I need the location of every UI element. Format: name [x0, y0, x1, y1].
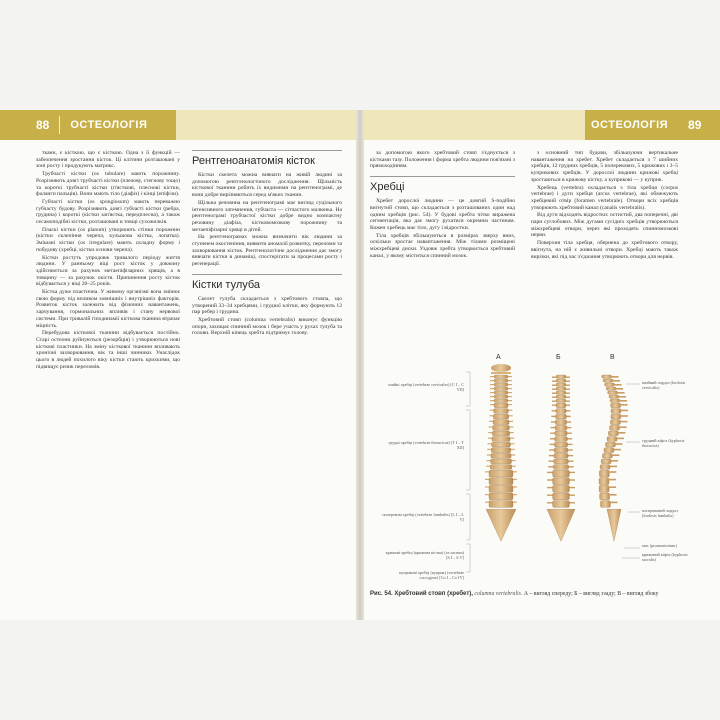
- vertebra-a: [494, 395, 508, 398]
- vertebra-c: [600, 465, 610, 470]
- vertebra-b: [554, 448, 568, 453]
- section-heading-trunk-bones: Кістки тулуба: [192, 278, 261, 291]
- vertebra-c: [610, 399, 620, 402]
- paragraph: Тіла хребців збільшуються в розмірах зверху вниз, оскільки зростає навантаження. Між тілами розміщені міжхребцеві диски. Уздовж хребта утворюється хребтовий канал, у якому міститься спинний мозок.: [370, 232, 515, 259]
- vertebra-a: [489, 493, 513, 500]
- paragraph: Хребтовий стовп (columna vertebralis) виконує функцію опори, захищає спинний мозок і бере участь у рухах тулуба та голови. Верхній кінець хребта підтримує голову.: [192, 316, 342, 337]
- paragraph: з основний тип будови, збільшуючи вертикальне навантаження на хребет. Хребет складається з 7 шийних хребців, 12 грудних хребців, 5 поперекових, 5 крижових і 3–5 куприкових хребців. У дорослої людини крижові хребці зростаються в крижову кістку, а куприкові — у куприк.: [531, 150, 678, 183]
- figure-caption: [370, 591, 690, 598]
- vertebra-c: [610, 425, 620, 430]
- vertebra-b: [553, 485, 570, 492]
- label-thoracic: грудні хребці (vertebrae thoracicae) [T I – T XII]: [388, 440, 464, 450]
- vertebra-b: [554, 459, 569, 464]
- paragraph: Трубчасті кістки (os tubulare) мають порожнину. Розрізняють довгі трубчасті кістки (плечову, стегнову тощо) та короткі трубчасті кістки (п'ясткові, плеснові кістки, фаланги пальців). Вони мають тіло (діафіз) і кінці (епіфізи).: [36, 171, 180, 198]
- vertebra-b: [556, 387, 566, 390]
- figure-letter-c: В: [610, 354, 615, 361]
- vertebra-b: [556, 375, 566, 378]
- paragraph: Перебудова кісткової тканини відбувається постійно. Старі остеони руйнуються (резорбція) і утворюються нові кісткові пластинки. На зміну кісткової тканини впливають хронічні захворювання, вік та інші чинники. Унаслідок цього в людей похилого віку кістки стають крихкими, що підвищує ризик переломів.: [36, 330, 180, 370]
- right-header-tab: [585, 110, 720, 140]
- left-column-2: [192, 150, 342, 338]
- vertebra-a: [492, 442, 511, 447]
- spinous-process-c: [613, 449, 621, 451]
- vertebra-c: [604, 448, 614, 453]
- spinous-process-c: [610, 460, 618, 462]
- vertebra-c: [605, 442, 615, 447]
- vertebra-b: [556, 383, 566, 386]
- vertebra-b: [556, 414, 567, 419]
- vertebra-b: [555, 431, 567, 436]
- section-rule: [192, 150, 342, 151]
- label-sacral: крижові хребці (крижова кістка) (os sacrum) [S I – S V]: [385, 550, 464, 560]
- caption-text: А – вигляд спереду; Б – вигляд ззаду; В – вигляд збоку: [523, 591, 659, 597]
- section-rule: [370, 176, 515, 177]
- spinous-process-c: [620, 410, 628, 412]
- label-lumbar-lordosis: поперековий лордоз (lordosis lumbalis): [642, 508, 678, 518]
- vertebra-a: [489, 470, 513, 477]
- spinous-process-c: [609, 494, 617, 496]
- label-cervical: шийні хребці (vertebrae cervicales) [C I – C VII]: [388, 382, 464, 392]
- vertebra-a: [491, 459, 512, 464]
- vertebra-b: [553, 470, 570, 477]
- vertebra-c: [610, 420, 620, 425]
- section-rule: [192, 274, 342, 275]
- spinous-process-c: [611, 376, 619, 378]
- vertebra-c: [602, 375, 612, 378]
- vertebra-b: [556, 399, 566, 402]
- vertebra-a: [494, 399, 508, 402]
- spinous-process-c: [614, 443, 622, 445]
- vertebra-a: [493, 425, 510, 430]
- vertebra-c: [606, 387, 616, 390]
- spinous-process-c: [619, 400, 627, 402]
- left-column-1: [36, 150, 180, 372]
- spinous-process-c: [620, 404, 628, 406]
- left-section-title: ОСТЕОЛОГІЯ: [70, 119, 148, 131]
- vertebra-c: [607, 437, 617, 442]
- paragraph: Щільна речовина на рентгенограмі має вигляд суцільного інтенсивного затемнення, губчаста — сітчастого малюнка. На рентгенограмі трубчастої кістки добре видно компактну речовину діафіза, кістковомозкову порожнину та метаепіфізарні хрящі в дітей.: [192, 199, 342, 233]
- vertebra-b: [554, 442, 567, 447]
- label-coccygeal: куприкові хребці (куприк) (vertebrae coccygeae) [Co I – Co IV]: [399, 570, 464, 580]
- vertebra-c: [603, 379, 613, 382]
- spine-figure: [378, 354, 688, 620]
- spinous-process-c: [608, 471, 616, 473]
- vertebra-b: [556, 403, 566, 408]
- spinous-process-c: [617, 392, 625, 394]
- vertebra-a: [489, 478, 513, 485]
- spinous-process-c: [612, 380, 620, 382]
- header-divider: [59, 116, 60, 134]
- label-lumbar: поперекові хребці (vertebrae lumbales) [L I – L V]: [382, 512, 464, 522]
- caption-latin: columna vertebralis.: [474, 591, 523, 597]
- spinous-process-c: [608, 479, 616, 481]
- spinous-process-c: [609, 502, 617, 504]
- vertebra-a: [493, 414, 508, 419]
- vertebra-a: [494, 387, 508, 390]
- vertebra-b: [555, 437, 568, 442]
- vertebra-b: [555, 425, 567, 430]
- spinous-process-c: [611, 454, 619, 456]
- vertebra-c: [608, 431, 618, 436]
- vertebra-a: [493, 420, 509, 425]
- vertebra-c: [602, 453, 612, 458]
- paragraph: На рентгенограмах можна визначити вік людини за ступенем окостеніння, виявити аномалії розвитку, переломи та захворювання кісток. Рентгенологічне дослідження дає змогу вивчати кістки в динаміці, спостерігати за процесами росту і регенерації.: [192, 234, 342, 268]
- paragraph: Губчасті кістки (os spongiosum) мають переважно губчасту будову. Розрізняють довгі губчасті кістки (ребра, грудина) і короткі (кістки зап'ястка, передплесна), а також сесамоподібні кістки, розташовані в товщі сухожилків.: [36, 198, 180, 226]
- paragraph: за допомогою якого хребтовий стовп з'єднується з кістками тазу. Положення і форма хребта людини пов'язані з прямоходінням.: [370, 150, 515, 170]
- vertebra-c: [611, 414, 621, 419]
- section-heading-radiology: Рентгеноанатомія кісток: [192, 155, 315, 167]
- vertebra-c: [601, 459, 611, 464]
- vertebra-c: [611, 403, 621, 408]
- vertebra-a: [494, 403, 508, 408]
- spinous-process-c: [617, 432, 625, 434]
- vertebra-c: [608, 391, 618, 394]
- vertebra-a: [494, 375, 508, 378]
- paragraph: Скелет тулуба складається з хребтового стовпа, що утворений 33–34 хребцями, і грудної клітки, яку формують 12 пар ребер і грудина.: [192, 295, 342, 316]
- paragraph: Кістки ростуть упродовж тривалого періоду життя людини. У ранньому віці рост кісток у довжину здійснюється за рахунок метаепіфізарних хрящів, а в товщину — за рахунок окістя. Припинення росту кісток відбувається у віці 20–25 років.: [36, 254, 180, 288]
- vertebra-a: [494, 383, 508, 386]
- vertebra-a: [491, 453, 511, 458]
- figure-letter-a: А: [496, 354, 501, 361]
- vertebra-b: [553, 493, 570, 500]
- section-heading-vertebrae: Хребці: [370, 181, 405, 194]
- spinous-process-c: [614, 384, 622, 386]
- spinous-process-c: [609, 466, 617, 468]
- spine-front-view: [485, 364, 517, 541]
- vertebra-b: [556, 395, 566, 398]
- label-cervical-lordosis: шийний лордоз (lordosis cervicalis): [642, 380, 686, 390]
- paragraph: Хребець (vertebra) складається з тіла хребця (corpus vertebrae) і дуги хребця (arcus vertebrae), які обмежують хребцевий отвір (foramen vertebrale). Отвори всіх хребців утворюють хребтовий канал (canalis vertebralis).: [531, 184, 678, 211]
- vertebra-c: [609, 395, 619, 398]
- paragraph: Від дуги відходять відростки: остистий, два поперечні, дві пари суглобових. Між дугами сусідніх хребців утворюються міжхребцеві отвори, через які проходять спинномозкові нерви.: [531, 212, 678, 239]
- vertebra-a: [489, 485, 513, 492]
- spinous-process-c: [618, 396, 626, 398]
- vertebra-c: [599, 485, 609, 492]
- vertebra-b: [556, 409, 566, 414]
- vertebra-c: [599, 470, 609, 477]
- right-page-number: 89: [688, 118, 702, 132]
- paragraph: Кістка дуже пластична. У живому організмі вона змінює свою форму під впливом зовнішніх і внутрішніх факторів. Розвиток кісток залежить від фізичних навантажень, харчування, гормональних впливів і стану нервової системи. При тривалій гіподинамії кісткова тканина втрачає міцність.: [36, 289, 180, 329]
- label-thoracic-kyphosis: грудний кіфоз (kyphosis thoracica): [642, 438, 685, 448]
- vertebra-c: [600, 501, 610, 508]
- right-column-2: [531, 150, 678, 261]
- vertebra-c: [600, 493, 610, 500]
- vertebra-a: [494, 379, 508, 382]
- vertebra-b: [553, 478, 570, 485]
- vertebra-c: [605, 383, 615, 386]
- vertebra-a: [494, 409, 509, 414]
- vertebra-a: [494, 391, 508, 394]
- vertebra-b: [555, 420, 566, 425]
- vertebra-c: [599, 478, 609, 485]
- vertebra-b: [554, 453, 568, 458]
- paragraph: Хребет дорослої людини — це довгий S-подібно вигнутий стовп, що складається з розташованих один над одним хребців (рис. 54). У будові хребта чітко виражена сегментація, яка дає змогу рухатися окремим частинам. Кожен хребець має тіло, дугу і відростки.: [370, 198, 515, 231]
- paragraph: Кістки скелета можна вивчати на живій людині за допомогою рентгенологічного дослідження. Щільність кісткової тканини робить їх видимими на рентгенограмі, де вони добре вирізняються серед м'яких тканин.: [192, 172, 342, 199]
- paragraph: ткани, є кісткою, що є кісткою. Одна з її функцій — забезпечення зростання кісток. Ці клітини розташовані у зоні росту і продукують матрикс.: [36, 150, 180, 170]
- vertebra-b: [553, 501, 570, 508]
- label-sacral-kyphosis: крижовий кіфоз (kyphosis sacralis): [642, 552, 688, 562]
- spine-side-view: [599, 375, 628, 541]
- vertebra-a: [492, 437, 510, 442]
- region-bracket-lines: [466, 372, 470, 572]
- vertebra-a: [492, 431, 510, 436]
- caption-title: Рис. 54. Хребтовий стовп (хребет),: [370, 591, 473, 597]
- sacrum-a: [486, 509, 516, 541]
- sacrum-b: [547, 509, 575, 541]
- vertebra-a: [491, 448, 511, 453]
- paragraph: Поверхня тіла хребця, обернена до хребтового отвору, ввігнута, на ній є живильні отвори. Хребці мають також вирізки, які під час з'єднання утворюють отвори для нервів.: [531, 240, 678, 260]
- vertebra-a: [489, 501, 513, 508]
- book-gutter: [356, 110, 364, 620]
- vertebra-a: [490, 465, 512, 470]
- spinous-process-c: [619, 426, 627, 428]
- spinous-process-c: [619, 421, 627, 423]
- spinous-process-c: [620, 415, 628, 417]
- label-promontory: мис (promontorium): [642, 543, 677, 548]
- right-section-title: ОСТЕОЛОГІЯ: [591, 119, 669, 131]
- spinous-process-c: [616, 438, 624, 440]
- sacrum-c: [607, 509, 621, 541]
- spinous-process-c: [608, 486, 616, 488]
- vertebra-c: [611, 409, 621, 414]
- vertebra-b: [556, 379, 566, 382]
- spine-back-view: [547, 375, 575, 541]
- left-header-tab: [0, 110, 176, 140]
- right-column-1: [370, 150, 515, 260]
- spinous-process-c: [615, 388, 623, 390]
- paragraph: Пласкі кістки (os planum) утворюють стінки порожнин (кістки склепіння черепа, кульшова кістка, лопатка). Змішані кістки (os irregulare) мають складну форму і побудову (хребці, кістки основи черепа).: [36, 226, 180, 253]
- vertebra-b: [553, 465, 568, 470]
- left-page-number: 88: [36, 118, 50, 132]
- vertebra-b: [556, 391, 566, 394]
- figure-letter-b: Б: [556, 354, 561, 361]
